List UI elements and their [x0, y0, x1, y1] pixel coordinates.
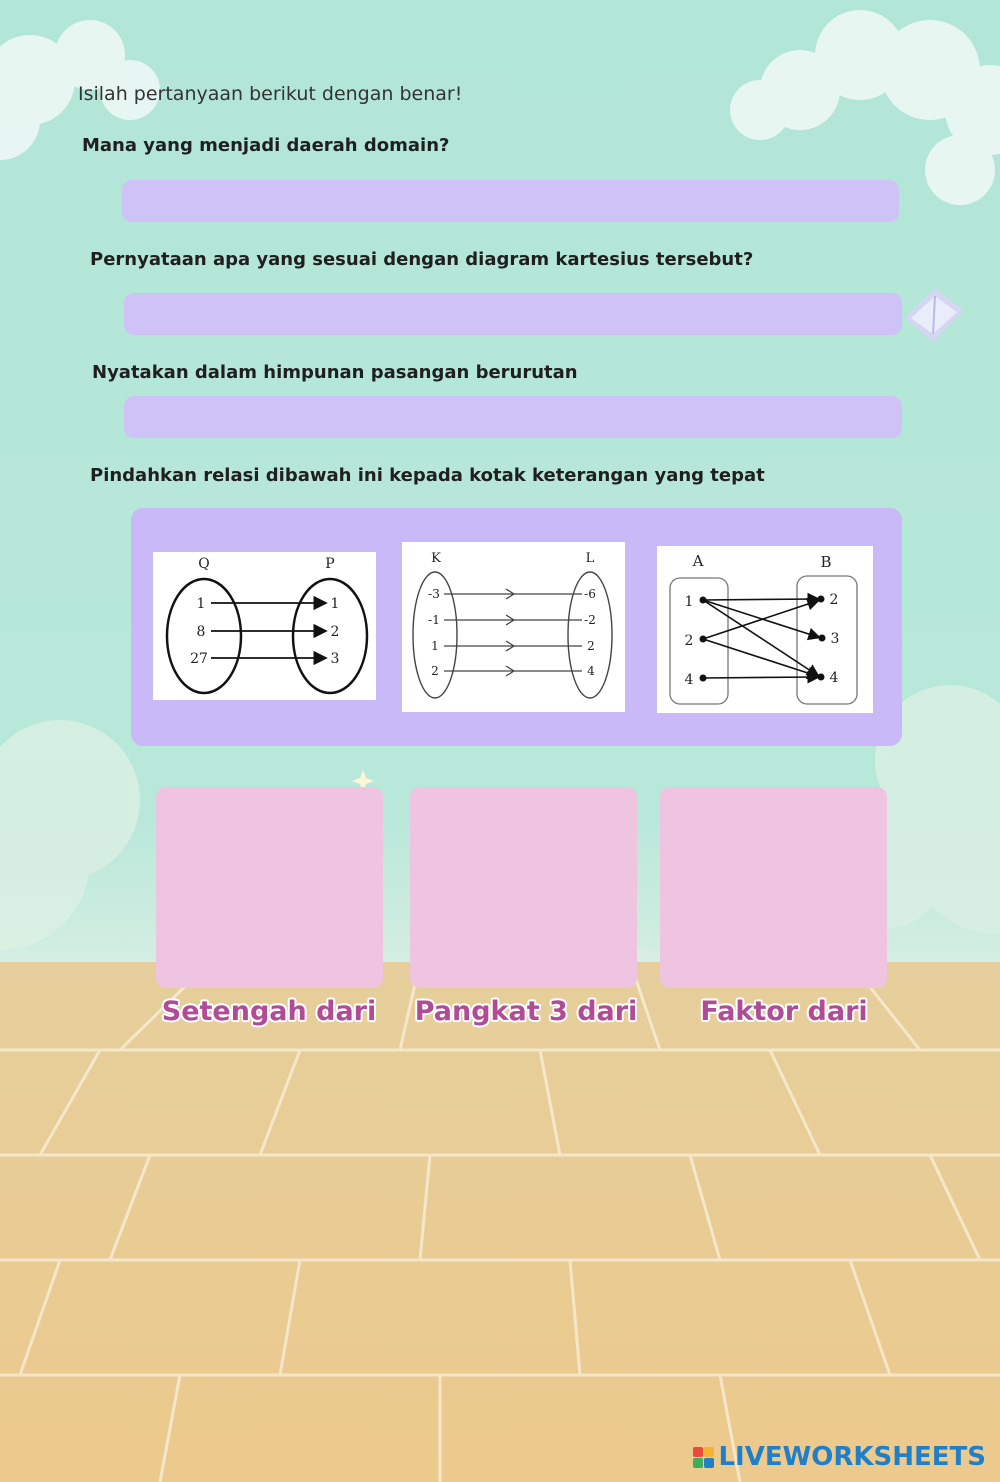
- answer-field-2[interactable]: [124, 293, 902, 335]
- k-value: 1: [431, 639, 439, 653]
- set-label-p: P: [325, 556, 335, 572]
- set-label-l: L: [585, 551, 595, 566]
- p-value: 3: [330, 651, 340, 667]
- l-value: 2: [587, 639, 595, 653]
- q-value: 8: [196, 624, 206, 640]
- drop-label-faktor-dari: Faktor dari: [700, 996, 868, 1027]
- a-value: 4: [684, 672, 694, 688]
- drop-target-setengah-dari[interactable]: [156, 787, 383, 988]
- brand-name: LIVEWORKSHEETS: [718, 1442, 986, 1472]
- relation-arrow: [703, 600, 817, 675]
- q-value: 27: [190, 651, 208, 667]
- set-box-b: [797, 576, 857, 704]
- set-label-k: K: [431, 551, 441, 566]
- relation-arrow: [703, 599, 817, 600]
- relation-diagram-q-p[interactable]: [153, 552, 376, 700]
- relation-diagram-k-l[interactable]: [402, 542, 625, 712]
- relation-arrow: [703, 600, 818, 637]
- set-label-q: Q: [198, 556, 210, 572]
- drop-target-faktor-dari[interactable]: [660, 787, 887, 988]
- b-value: 4: [829, 670, 839, 686]
- k-value: -3: [428, 587, 440, 601]
- relation-arrow: [703, 639, 817, 676]
- set-label-a: A: [692, 552, 704, 570]
- l-value: 4: [587, 664, 595, 678]
- k-value: -1: [428, 613, 440, 627]
- p-value: 2: [330, 624, 340, 640]
- a-value: 1: [684, 594, 694, 610]
- drop-target-pangkat-3-dari[interactable]: [410, 787, 637, 988]
- answer-field-1[interactable]: [122, 180, 899, 222]
- question-3-text: Nyatakan dalam himpunan pasangan berurutan: [92, 362, 578, 383]
- instruction-text: Isilah pertanyaan berikut dengan benar!: [78, 83, 463, 105]
- a-value: 2: [684, 633, 694, 649]
- p-value: 1: [330, 596, 340, 612]
- set-label-b: B: [820, 553, 832, 571]
- l-value: -6: [584, 587, 596, 601]
- b-value: 2: [829, 592, 839, 608]
- liveworksheets-brand[interactable]: [693, 1442, 986, 1472]
- drop-label-pangkat-3-dari: Pangkat 3 dari: [414, 996, 638, 1027]
- set-box-a: [670, 578, 728, 704]
- b-value: 3: [830, 631, 840, 647]
- question-2-text: Pernyataan apa yang sesuai dengan diagram kartesius tersebut?: [90, 249, 754, 270]
- relation-arrow: [703, 677, 817, 678]
- question-1-text: Mana yang menjadi daerah domain?: [82, 135, 450, 156]
- q-value: 1: [196, 596, 206, 612]
- drop-label-setengah-dari: Setengah dari: [161, 996, 377, 1027]
- answer-field-3[interactable]: [124, 396, 902, 438]
- liveworksheets-logo-icon: [693, 1447, 714, 1468]
- relation-arrow: [703, 601, 817, 639]
- l-value: -2: [584, 613, 596, 627]
- k-value: 2: [431, 664, 439, 678]
- relation-diagram-a-b[interactable]: [657, 546, 873, 713]
- question-4-text: Pindahkan relasi dibawah ini kepada kotak keterangan yang tepat: [90, 465, 765, 486]
